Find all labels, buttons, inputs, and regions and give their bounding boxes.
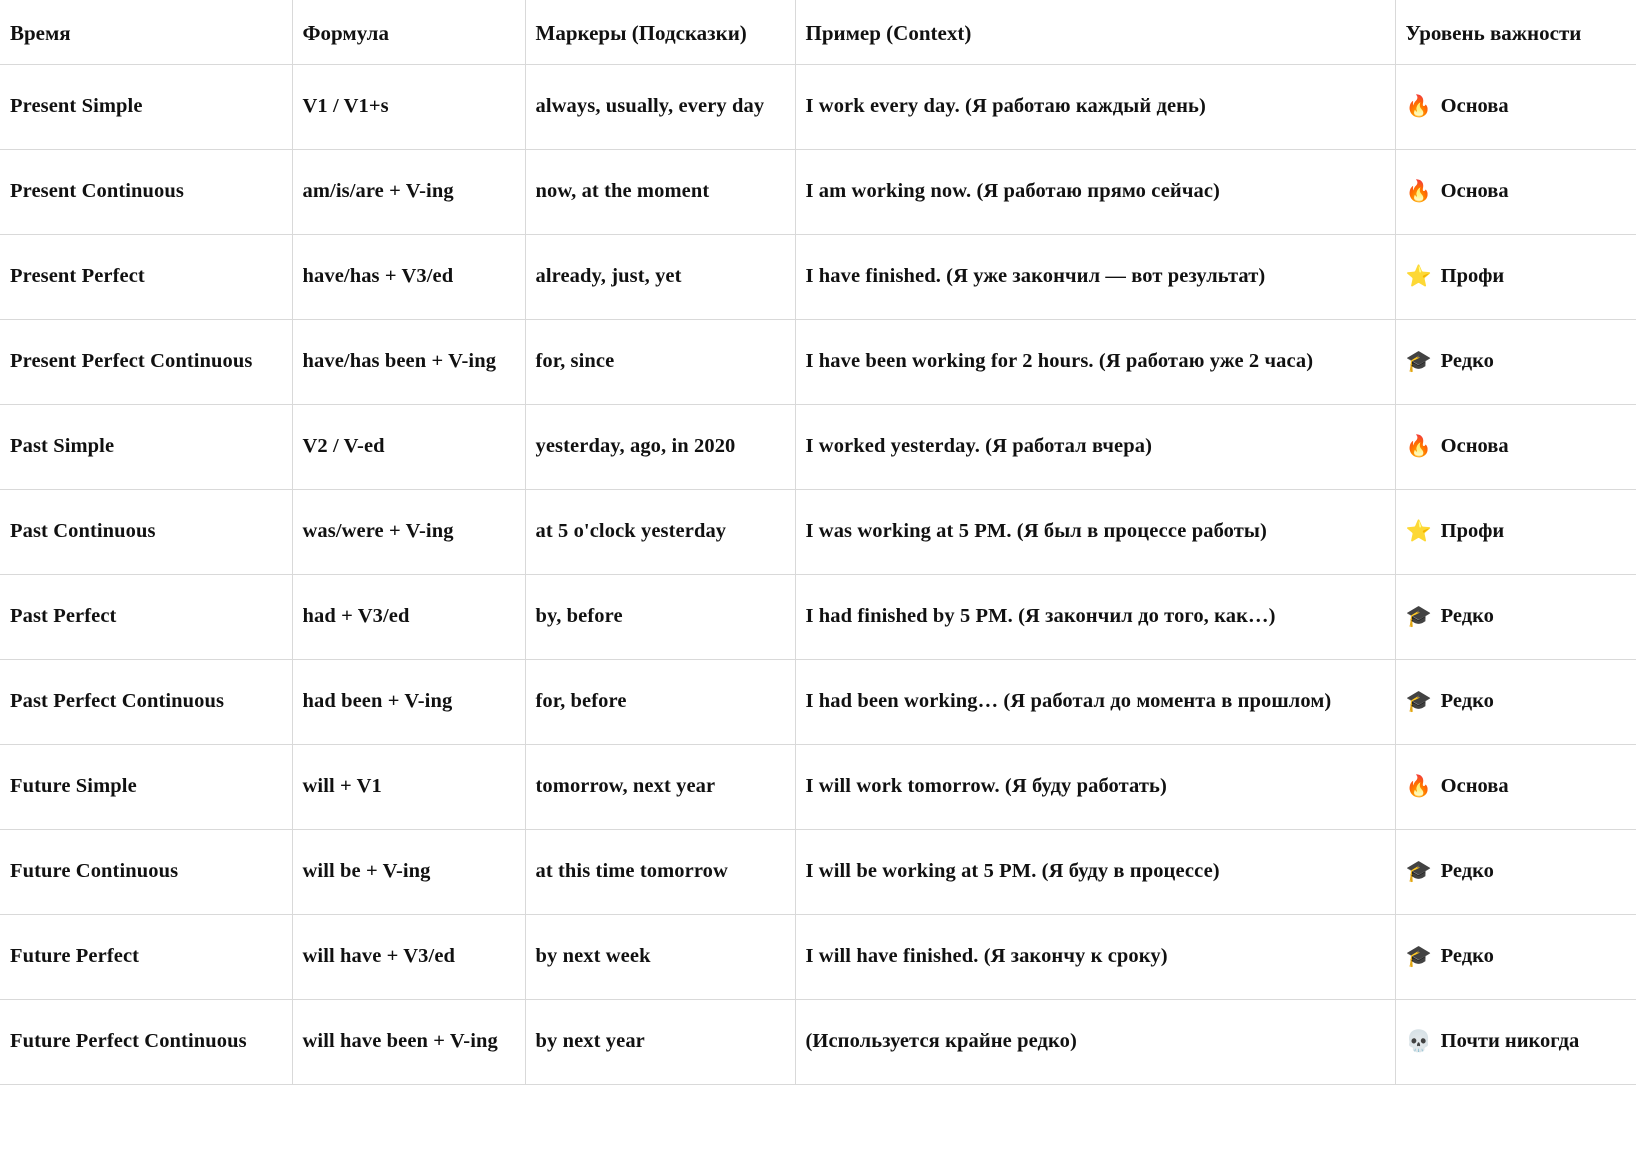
cell-tense: Future Simple [0,745,292,830]
cell-importance [1395,235,1636,320]
cell-formula: will have + V3/ed [292,915,525,1000]
cell-tense: Past Perfect [0,575,292,660]
graduation-cap-emoji: 🎓 [1405,858,1432,883]
status-badge: Редко [1440,944,1494,967]
cell-tense: Future Continuous [0,830,292,915]
status-badge: Редко [1440,689,1494,712]
cell-markers: yesterday, ago, in 2020 [525,405,795,490]
column-header-tense: Время [0,0,292,65]
cell-tense: Future Perfect [0,915,292,1000]
table-row [0,150,1636,235]
graduation-cap-emoji: 🎓 [1405,943,1432,968]
cell-formula: will + V1 [292,745,525,830]
fire-emoji: 🔥 [1405,433,1432,458]
cell-formula: V2 / V-ed [292,405,525,490]
cell-importance [1395,65,1636,150]
table-row [0,830,1636,915]
cell-importance [1395,575,1636,660]
cell-formula: V1 / V1+s [292,65,525,150]
cell-example: I am working now. (Я работаю прямо сейчас) [795,150,1395,235]
cell-markers: by, before [525,575,795,660]
status-badge: Основа [1440,179,1509,202]
table-row [0,235,1636,320]
cell-importance [1395,745,1636,830]
cell-markers: for, since [525,320,795,405]
table-row [0,1000,1636,1085]
cell-tense: Past Continuous [0,490,292,575]
cell-example: I have been working for 2 hours. (Я работаю уже 2 часа) [795,320,1395,405]
status-badge: Редко [1440,604,1494,627]
fire-emoji: 🔥 [1405,178,1432,203]
cell-formula: was/were + V-ing [292,490,525,575]
table-row [0,915,1636,1000]
cell-formula: will have been + V-ing [292,1000,525,1085]
status-badge: Основа [1440,434,1509,457]
cell-markers: by next week [525,915,795,1000]
status-badge: Основа [1440,94,1509,117]
table-row [0,490,1636,575]
cell-tense: Past Simple [0,405,292,490]
cell-importance [1395,660,1636,745]
cell-markers: by next year [525,1000,795,1085]
cell-markers: at this time tomorrow [525,830,795,915]
cell-tense: Future Perfect Continuous [0,1000,292,1085]
cell-formula: had been + V-ing [292,660,525,745]
status-badge: Профи [1440,264,1505,287]
cell-tense: Past Perfect Continuous [0,660,292,745]
cell-example: I work every day. (Я работаю каждый день) [795,65,1395,150]
cell-importance [1395,915,1636,1000]
table-body [0,65,1636,1085]
table-header-row [0,0,1636,65]
graduation-cap-emoji: 🎓 [1405,348,1432,373]
cell-markers: now, at the moment [525,150,795,235]
cell-example: I was working at 5 PM. (Я был в процессе работы) [795,490,1395,575]
column-header-markers: Маркеры (Подсказки) [525,0,795,65]
cell-formula: have/has + V3/ed [292,235,525,320]
cell-importance [1395,490,1636,575]
cell-example: I will have finished. (Я закончу к сроку) [795,915,1395,1000]
status-badge: Основа [1440,774,1509,797]
status-badge: Редко [1440,859,1494,882]
graduation-cap-emoji: 🎓 [1405,603,1432,628]
table-row [0,745,1636,830]
table-row [0,575,1636,660]
cell-tense: Present Perfect [0,235,292,320]
cell-formula: had + V3/ed [292,575,525,660]
skull-emoji: 💀 [1405,1028,1432,1053]
cell-tense: Present Simple [0,65,292,150]
star-emoji: ⭐ [1405,263,1432,288]
column-header-example: Пример (Context) [795,0,1395,65]
cell-tense: Present Continuous [0,150,292,235]
cell-markers: already, just, yet [525,235,795,320]
cell-tense: Present Perfect Continuous [0,320,292,405]
column-header-formula: Формула [292,0,525,65]
cell-example: I have finished. (Я уже закончил — вот результат) [795,235,1395,320]
cell-markers: at 5 o'clock yesterday [525,490,795,575]
cell-importance [1395,830,1636,915]
cell-formula: have/has been + V-ing [292,320,525,405]
status-badge: Редко [1440,349,1494,372]
cell-example: I will be working at 5 PM. (Я буду в процессе) [795,830,1395,915]
table-row [0,660,1636,745]
cell-importance [1395,320,1636,405]
graduation-cap-emoji: 🎓 [1405,688,1432,713]
status-badge: Почти никогда [1440,1029,1580,1052]
cell-example: I worked yesterday. (Я работал вчера) [795,405,1395,490]
status-badge: Профи [1440,519,1505,542]
column-header-importance: Уровень важности [1395,0,1636,65]
cell-example: I will work tomorrow. (Я буду работать) [795,745,1395,830]
cell-importance [1395,405,1636,490]
cell-example: (Используется крайне редко) [795,1000,1395,1085]
cell-importance [1395,1000,1636,1085]
cell-example: I had been working… (Я работал до момента в прошлом) [795,660,1395,745]
table-row [0,65,1636,150]
cell-example: I had finished by 5 PM. (Я закончил до того, как…) [795,575,1395,660]
fire-emoji: 🔥 [1405,773,1432,798]
cell-markers: for, before [525,660,795,745]
cell-markers: always, usually, every day [525,65,795,150]
cell-markers: tomorrow, next year [525,745,795,830]
fire-emoji: 🔥 [1405,93,1432,118]
table-row [0,405,1636,490]
table-row [0,320,1636,405]
star-emoji: ⭐ [1405,518,1432,543]
cell-importance [1395,150,1636,235]
cell-formula: will be + V-ing [292,830,525,915]
cell-formula: am/is/are + V-ing [292,150,525,235]
